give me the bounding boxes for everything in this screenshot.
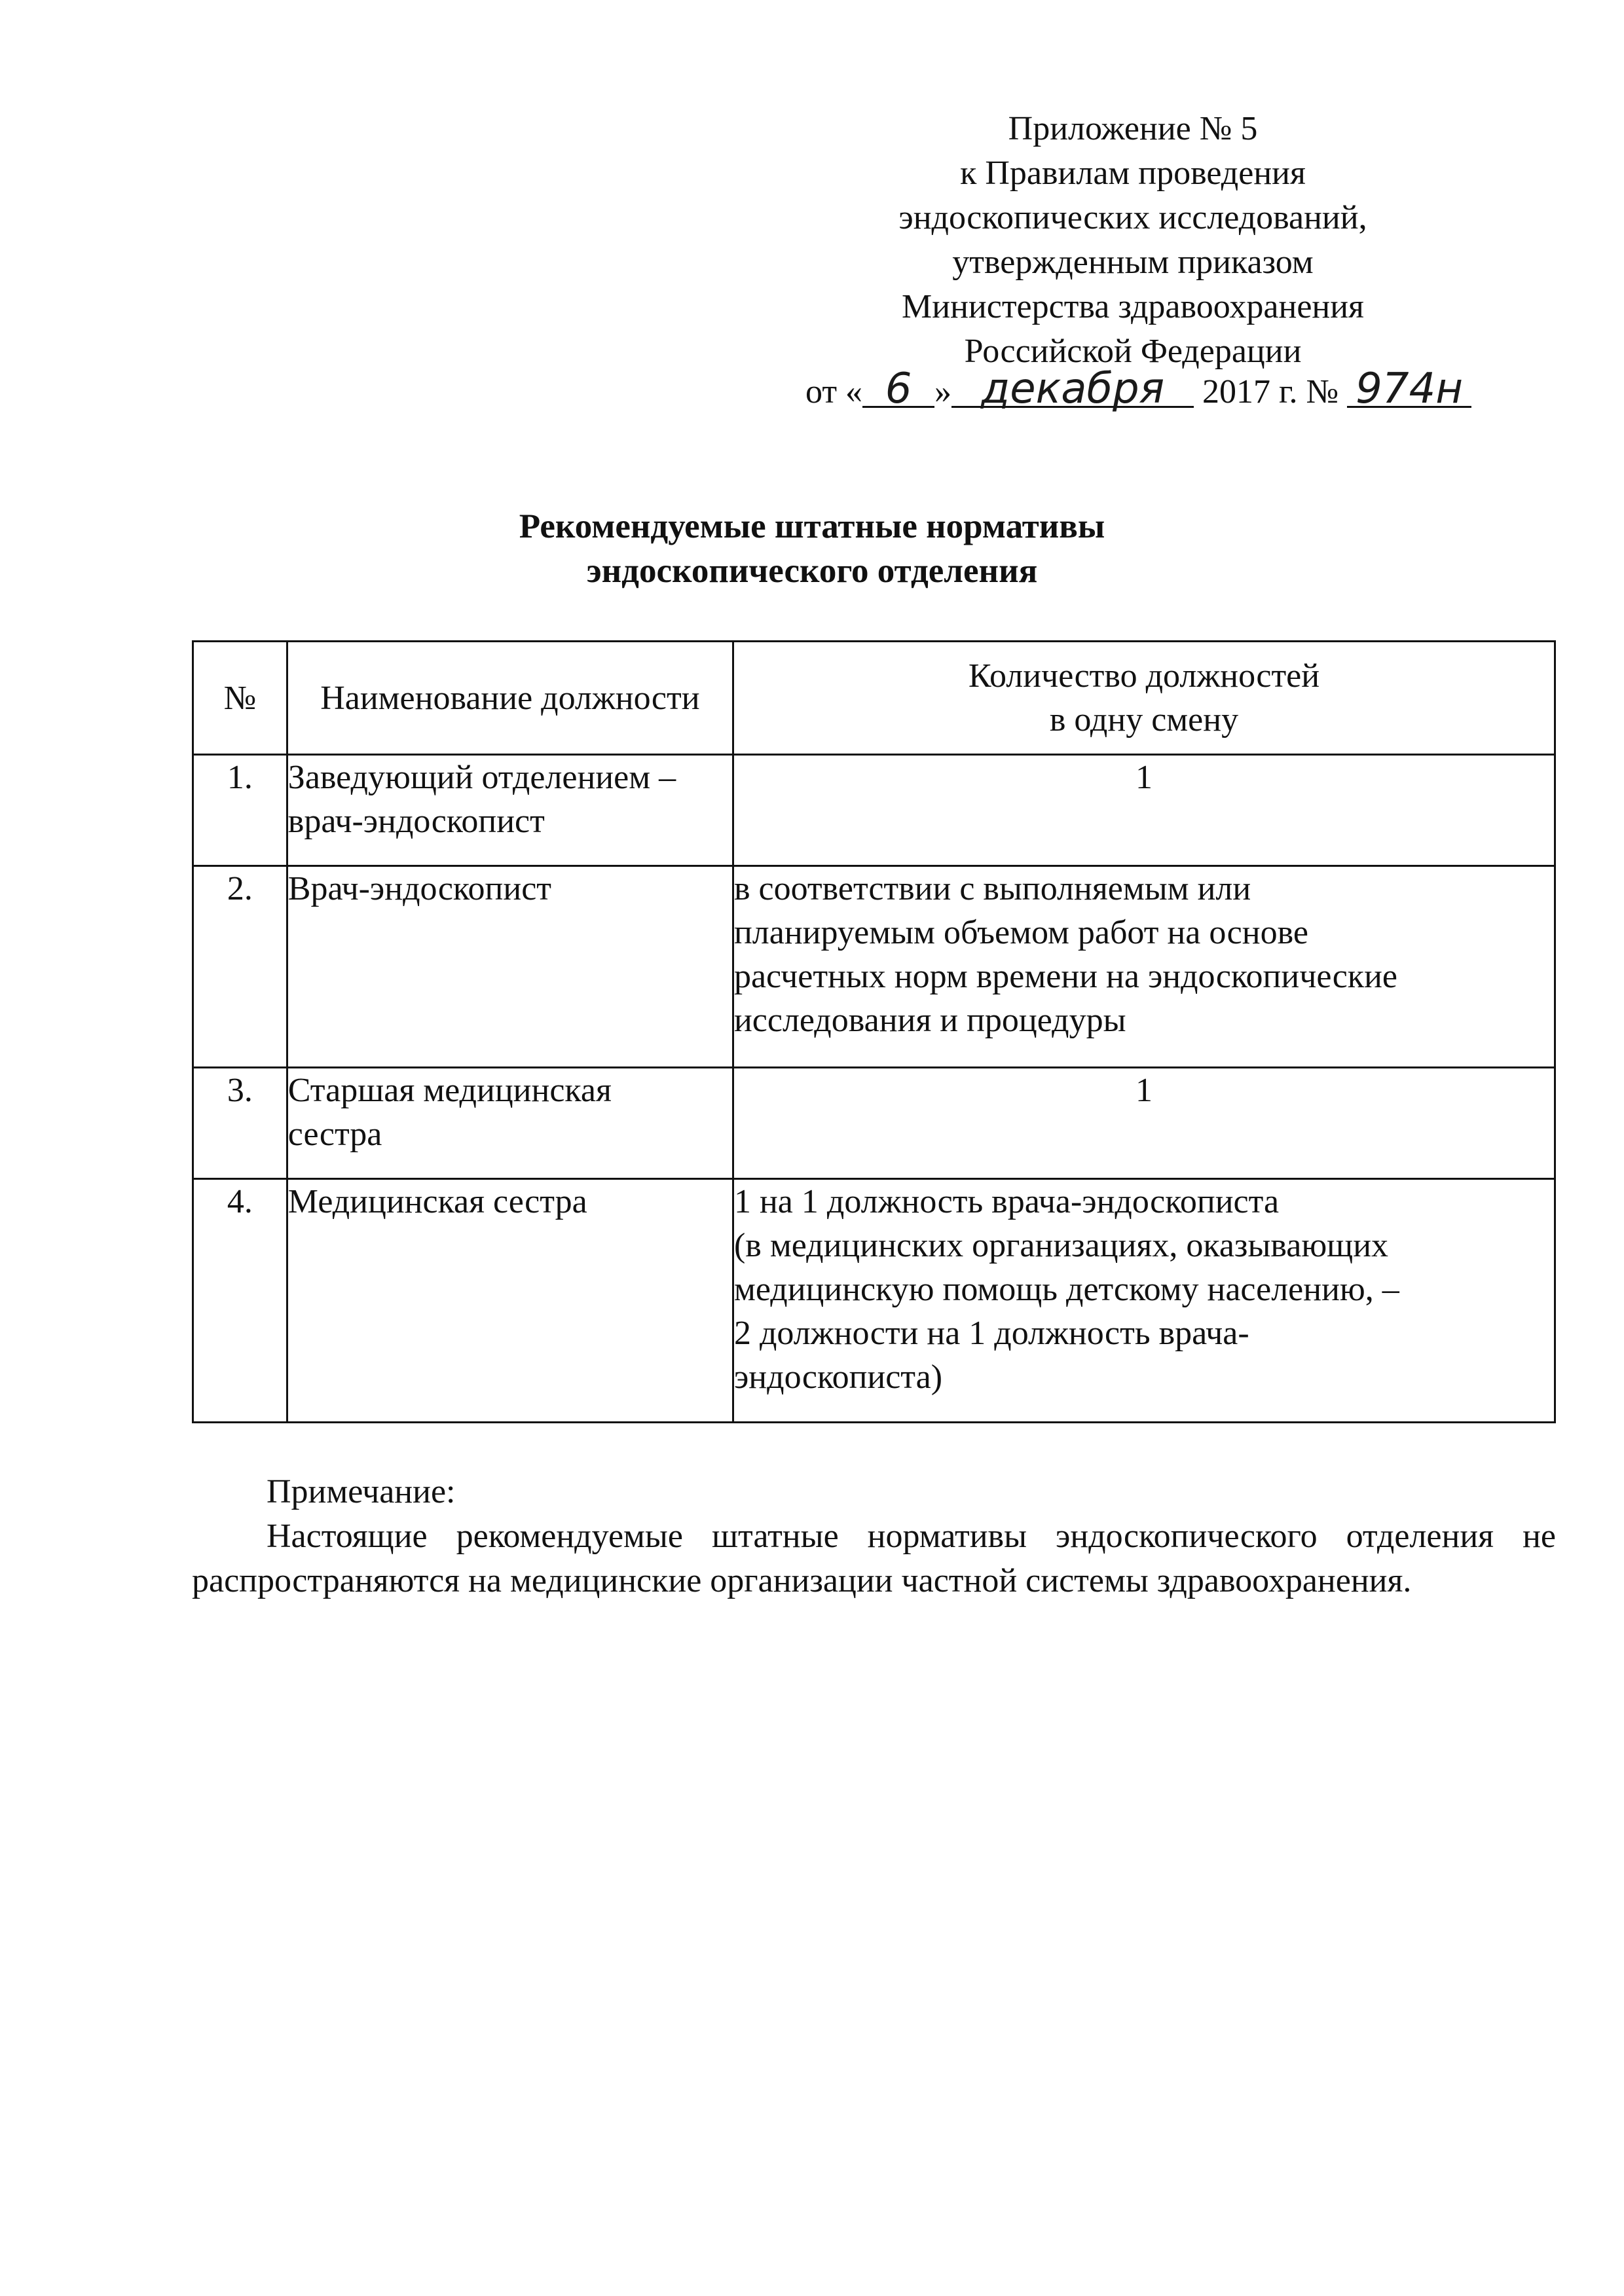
row-num: 2.	[193, 866, 287, 1068]
qty-line: 1 на 1 должность врача-эндоскописта	[733, 1183, 1280, 1220]
table-header-row	[193, 642, 1555, 755]
row-num: 4.	[193, 1179, 287, 1423]
qty-line: 2 должности на 1 должность врача-	[733, 1315, 1249, 1352]
header-quantity	[733, 642, 1555, 755]
row-quantity	[733, 1179, 1555, 1423]
note-heading: Примечание:	[267, 1473, 456, 1510]
table-row	[193, 1068, 1555, 1179]
appendix-block	[805, 107, 1460, 374]
row-position-name	[287, 866, 733, 1068]
name-line: Старшая медицинская	[287, 1072, 612, 1109]
name-line: врач-эндоскопист	[287, 803, 545, 840]
name-line: Заведующий отделением –	[287, 759, 676, 796]
header-quantity-line-2: в одну смену	[1049, 701, 1239, 738]
handwritten-order-number: 974н	[1347, 372, 1471, 408]
table-row	[193, 1179, 1555, 1423]
row-position-name	[287, 755, 733, 866]
appendix-line: Министерства здравоохранения	[902, 288, 1364, 325]
header-position-name: Наименование должности	[287, 642, 733, 755]
handwritten-day: 6	[862, 372, 934, 408]
document-title	[0, 504, 1624, 593]
header-num: №	[193, 642, 287, 755]
name-line: Врач-эндоскопист	[287, 870, 551, 907]
qty-line: медицинскую помощь детскому населению, –	[733, 1271, 1399, 1308]
date-mid: »	[934, 373, 952, 410]
appendix-line: Приложение № 5	[1008, 110, 1258, 147]
table-row	[193, 866, 1555, 1068]
row-position-name	[287, 1068, 733, 1179]
note-text: Настоящие рекомендуемые штатные нормативы эндоскопического отделения не распространяются на медицинские организации частной системы здравоохранения.	[192, 1518, 1556, 1599]
appendix-line: утвержденным приказом	[952, 244, 1314, 281]
appendix-line: к Правилам проведения	[960, 155, 1306, 192]
row-quantity	[733, 1068, 1555, 1179]
row-quantity	[733, 755, 1555, 866]
row-num: 3.	[193, 1068, 287, 1179]
date-year: 2017 г. №	[1202, 373, 1339, 410]
note-block	[192, 1470, 1556, 1603]
row-quantity	[733, 866, 1555, 1068]
qty-line: в соответствии с выполняемым или	[733, 870, 1251, 907]
table-row	[193, 755, 1555, 866]
title-line-2: эндоскопического отделения	[586, 552, 1038, 590]
date-prefix: от «	[805, 373, 863, 410]
qty-line: расчетных норм времени на эндоскопические	[733, 958, 1397, 995]
row-num: 1.	[193, 755, 287, 866]
name-line: Медицинская сестра	[287, 1183, 587, 1220]
qty-line: исследования и процедуры	[733, 1002, 1126, 1039]
handwritten-month: декабря	[951, 372, 1194, 408]
staffing-table	[192, 640, 1556, 1423]
qty-line: планируемым объемом работ на основе	[733, 914, 1308, 951]
header-quantity-line-1: Количество должностей	[968, 657, 1320, 695]
qty-line: 1	[1135, 1072, 1153, 1109]
qty-line: эндоскописта)	[733, 1358, 943, 1396]
name-line: сестра	[287, 1116, 382, 1153]
qty-line: 1	[1135, 759, 1153, 796]
title-line-1: Рекомендуемые штатные нормативы	[519, 507, 1105, 545]
row-position-name	[287, 1179, 733, 1423]
order-date-line	[805, 365, 1526, 414]
appendix-line: эндоскопических исследований,	[898, 199, 1367, 236]
appendix-line: Российской Федерации	[964, 333, 1302, 370]
qty-line: (в медицинских организациях, оказывающих	[733, 1227, 1389, 1264]
